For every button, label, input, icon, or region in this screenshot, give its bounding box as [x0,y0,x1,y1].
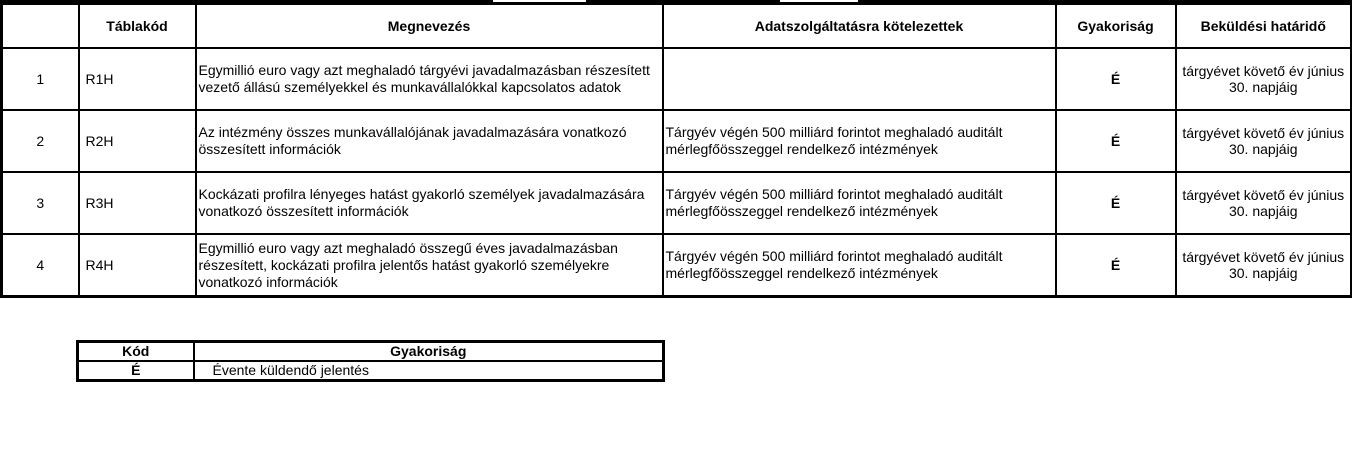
row-deadline: tárgyévet követő év június 30. napjáig [1176,234,1352,296]
row-obligated [663,48,1056,110]
row-obligated: Tárgyév végén 500 milliárd forintot meghaladó auditált mérlegfőösszeggel rendelkező intézmények [663,172,1056,234]
row-deadline: tárgyévet követő év június 30. napjáig [1176,48,1352,110]
row-deadline: tárgyévet követő év június 30. napjáig [1176,110,1352,172]
legend-header-row [78,342,664,362]
table-code: R3H [79,172,196,234]
table-row [2,234,1352,296]
row-name: Egymillió euro vagy azt meghaladó összegű éves javadalmazásban részesített, kockázati profilra jelentős hatást gyakorló személyekre vonatkozó információk [196,234,663,296]
header-name: Megnevezés [196,4,663,49]
header-frequency: Gyakoriság [1056,4,1176,49]
row-number: 2 [2,110,79,172]
header-obligated: Adatszolgáltatásra kötelezettek [663,4,1056,49]
legend-code: É [78,361,194,381]
reporting-table [0,2,1352,298]
row-frequency: É [1056,48,1176,110]
row-number: 1 [2,48,79,110]
table-code: R4H [79,234,196,296]
table-code: R2H [79,110,196,172]
table-row [2,48,1352,110]
header-row [2,4,1352,49]
frequency-legend-table [76,340,665,382]
table-row [2,172,1352,234]
row-name: Az intézmény összes munkavállalójának javadalmazására vonatkozó összesített információk [196,110,663,172]
row-frequency: É [1056,234,1176,296]
row-number: 4 [2,234,79,296]
header-deadline: Beküldési határidő [1176,4,1352,49]
row-frequency: É [1056,110,1176,172]
header-code: Táblakód [79,4,196,49]
legend-row [78,361,664,381]
legend-header-code: Kód [78,342,194,362]
table-row [2,110,1352,172]
row-name: Egymillió euro vagy azt meghaladó tárgyévi javadalmazásban részesített vezető állású személyekkel és munkavállalókkal kapcsolatos adatok [196,48,663,110]
row-name: Kockázati profilra lényeges hatást gyakorló személyek javadalmazására vonatkozó összesített információk [196,172,663,234]
row-obligated: Tárgyév végén 500 milliárd forintot meghaladó auditált mérlegfőösszeggel rendelkező intézmények [663,234,1056,296]
row-obligated: Tárgyév végén 500 milliárd forintot meghaladó auditált mérlegfőösszeggel rendelkező intézmények [663,110,1056,172]
legend-description: Évente küldendő jelentés [194,361,664,381]
header-no [2,4,79,49]
row-frequency: É [1056,172,1176,234]
table-code: R1H [79,48,196,110]
row-number: 3 [2,172,79,234]
row-deadline: tárgyévet követő év június 30. napjáig [1176,172,1352,234]
legend-header-frequency: Gyakoriság [194,342,664,362]
